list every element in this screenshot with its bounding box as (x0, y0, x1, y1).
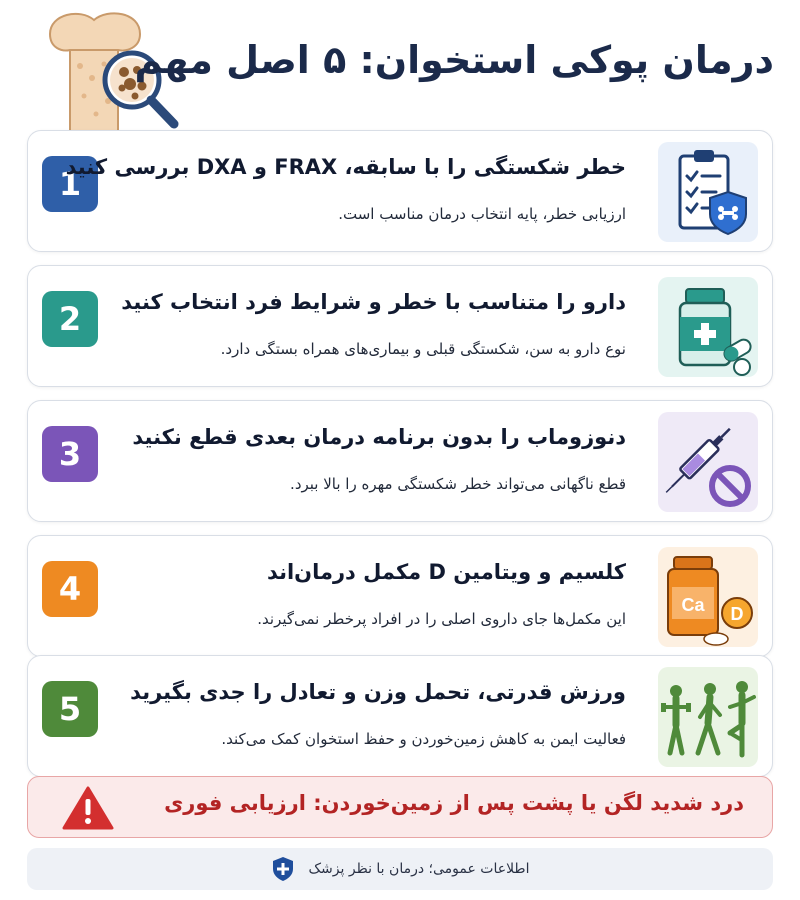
step-description: قطع ناگهانی می‌تواند خطر شکستگی مهره را بالا ببرد. (290, 475, 626, 493)
step-card-3 (27, 400, 773, 522)
step-illustration (658, 667, 758, 767)
calcium-label: Ca (681, 595, 705, 615)
clipboard-checklist-shield-icon (658, 142, 758, 242)
warning-banner (27, 776, 773, 838)
footer (27, 848, 773, 890)
step-illustration (658, 142, 758, 242)
page-title: درمان پوکی استخوان: ۵ اصل مهم (134, 38, 774, 82)
warning-text: درد شدید لگن یا پشت پس از زمین‌خوردن: ارزیابی فوری (164, 791, 744, 815)
warning-triangle-icon (62, 786, 114, 830)
syringe-prohibited-icon (658, 412, 758, 512)
calcium-vitamin-d-icon (658, 547, 758, 647)
step-description: نوع دارو به سن، شکستگی قبلی و بیماری‌های همراه بستگی دارد. (220, 340, 626, 358)
vitamin-d-label: D (730, 604, 744, 624)
step-illustration (658, 277, 758, 377)
step-description: فعالیت ایمن به کاهش زمین‌خوردن و حفظ استخوان کمک می‌کند. (221, 730, 626, 748)
step-title: کلسیم و ویتامین D مکمل درمان‌اند (266, 560, 626, 584)
step-illustration (658, 547, 758, 647)
step-illustration (658, 412, 758, 512)
step-title: ورزش قدرتی، تحمل وزن و تعادل را جدی بگیرید (130, 680, 626, 704)
step-title: دارو را متناسب با خطر و شرایط فرد انتخاب کنید (121, 290, 626, 314)
step-card-5 (27, 655, 773, 777)
step-number-badge: 2 (42, 291, 98, 347)
step-number-badge: 4 (42, 561, 98, 617)
step-description: ارزیابی خطر، پایه انتخاب درمان مناسب است. (338, 205, 626, 223)
step-card-4 (27, 535, 773, 657)
step-card-1 (27, 130, 773, 252)
step-number-badge: 3 (42, 426, 98, 482)
exercise-figures-icon (658, 667, 758, 767)
step-title: خطر شکستگی را با سابقه، FRAX و DXA بررسی کنید (65, 155, 626, 179)
shield-plus-icon (271, 856, 295, 882)
header (0, 0, 800, 130)
footer-text: اطلاعات عمومی؛ درمان با نظر پزشک (308, 861, 530, 877)
step-title: دنوزوماب را بدون برنامه درمان بعدی قطع نکنید (132, 425, 626, 449)
medicine-bottle-pills-icon (658, 277, 758, 377)
step-card-2 (27, 265, 773, 387)
step-description: این مکمل‌ها جای داروی اصلی را در افراد پرخطر نمی‌گیرند. (257, 610, 626, 628)
step-number-badge: 1 (42, 156, 98, 212)
step-number-badge: 5 (42, 681, 98, 737)
